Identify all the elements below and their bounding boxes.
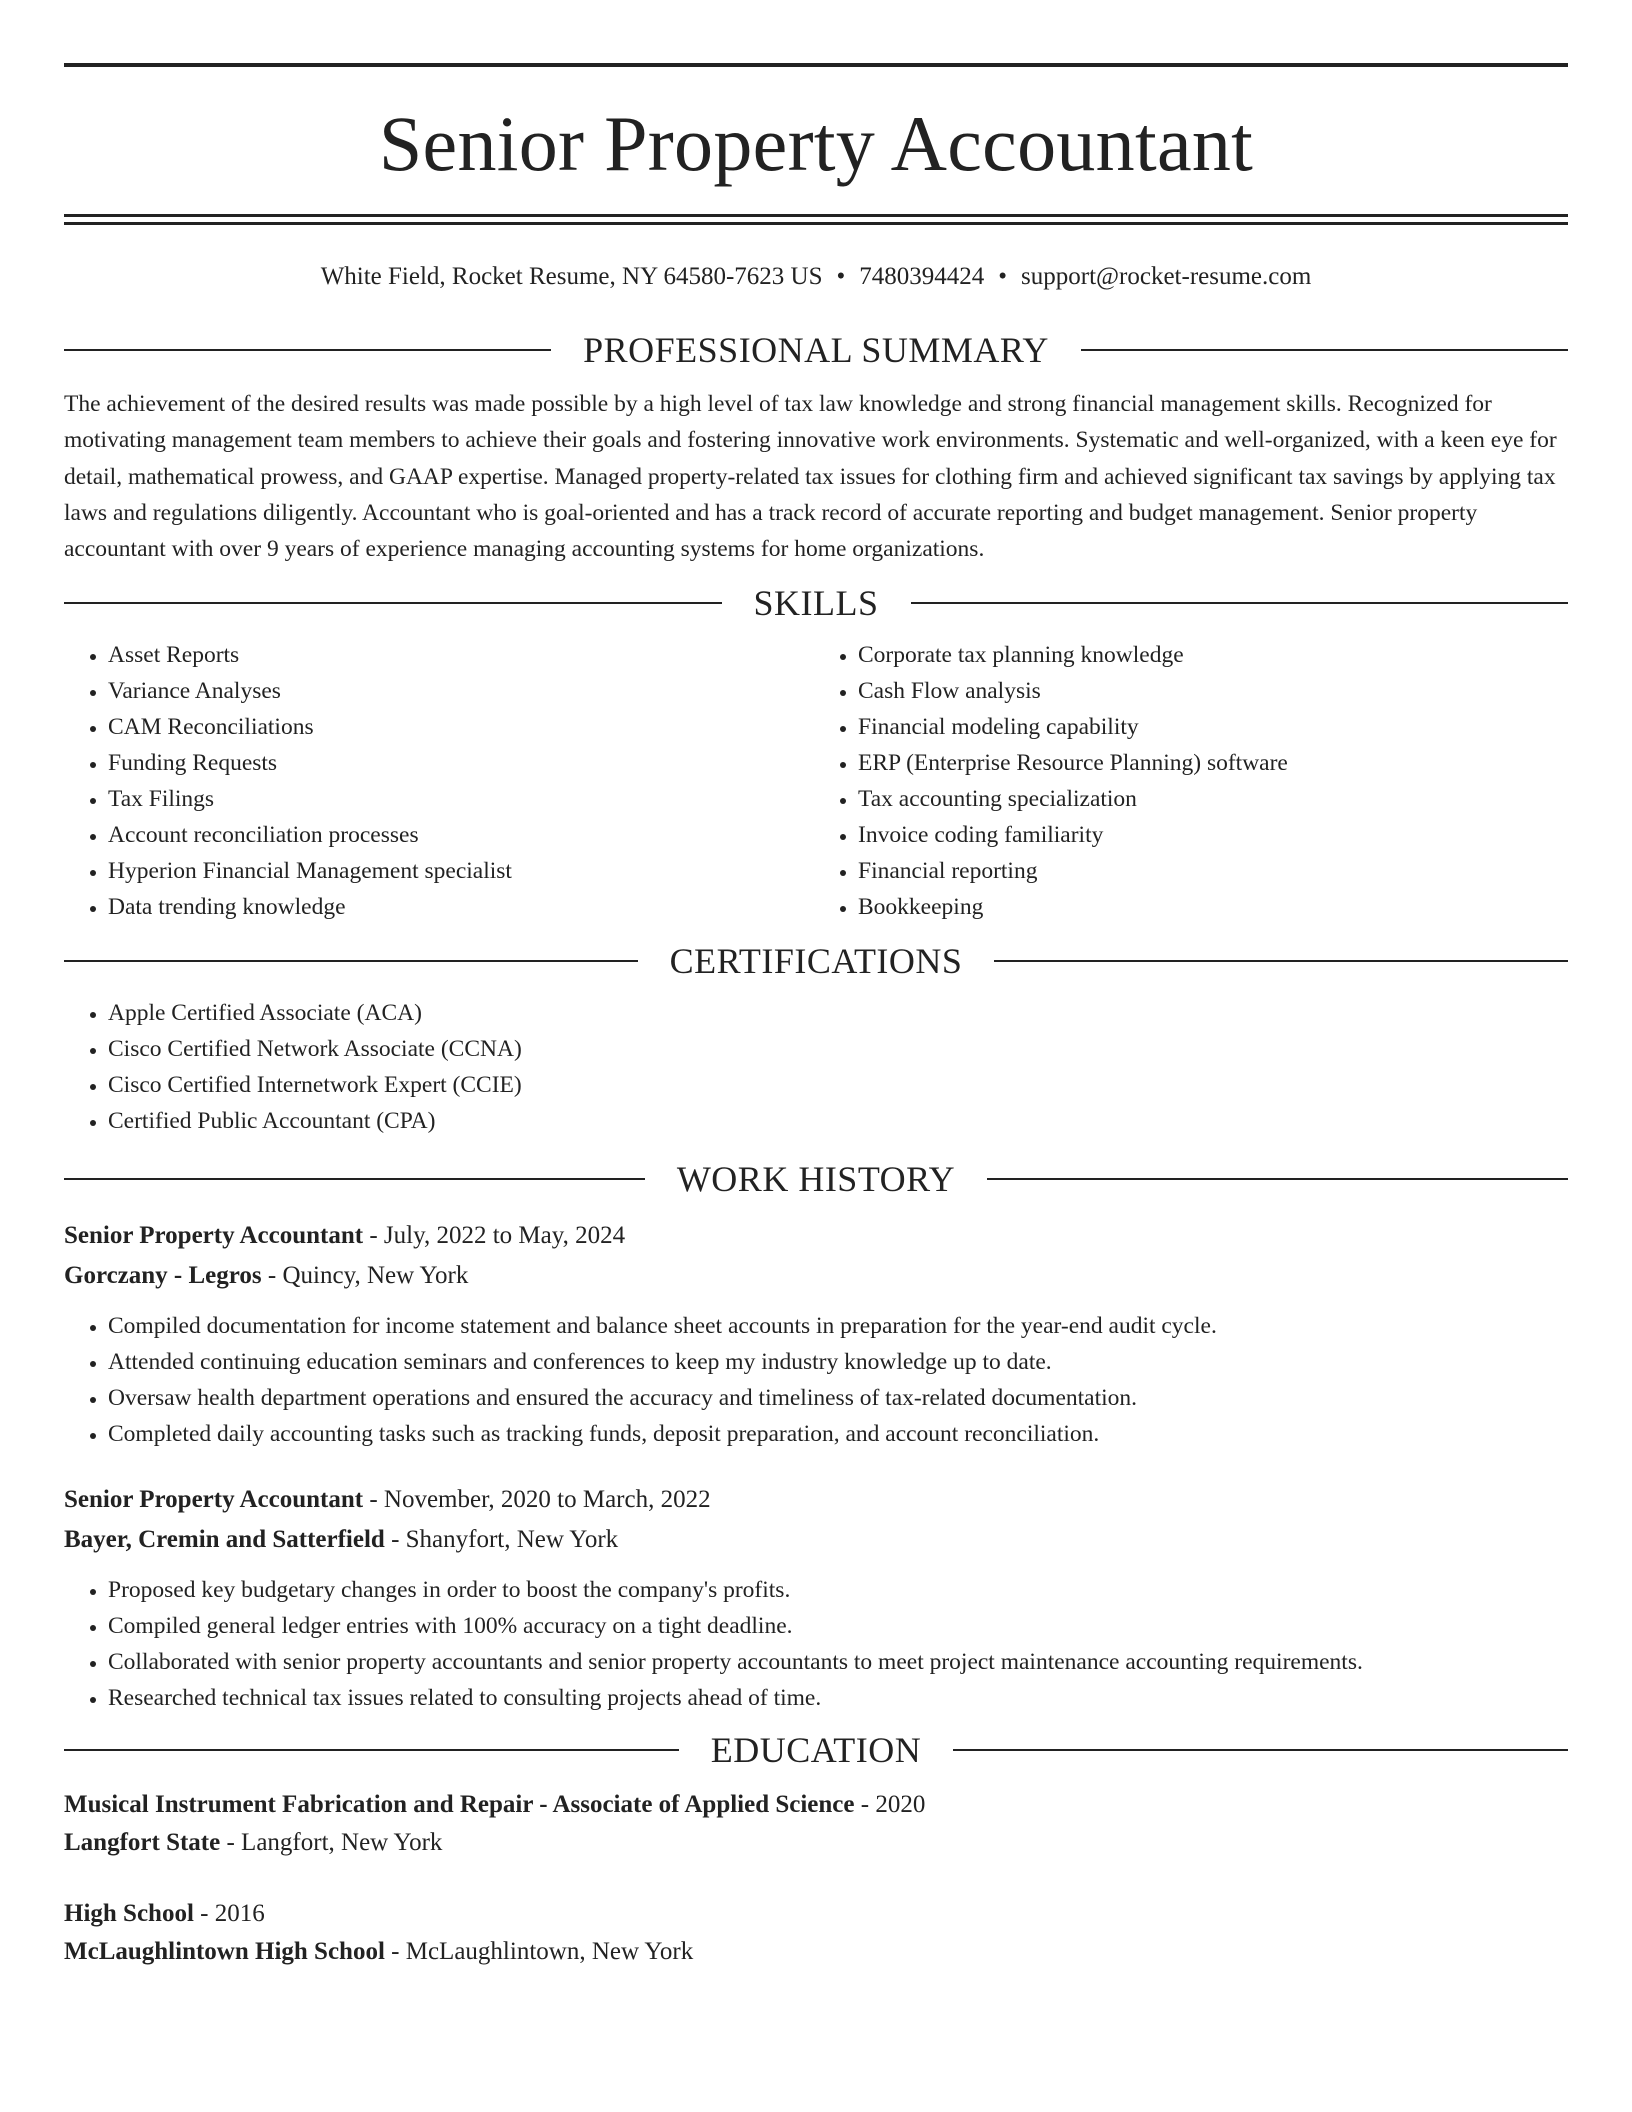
job-location: - Shanyfort, New York (384, 1526, 619, 1554)
certifications-heading (64, 939, 1568, 983)
skill-item: • CAM Reconciliations (108, 709, 816, 745)
education-location: - McLaughlintown, New York (384, 1938, 694, 1966)
job-bullet: • Compiled general ledger entries with 100% accuracy on a tight deadline. (108, 1608, 1568, 1644)
work-heading (64, 1157, 1568, 1201)
skill-item: • ERP (Enterprise Resource Planning) software (858, 745, 1568, 781)
skill-item: • Cash Flow analysis (858, 673, 1568, 709)
job-dates: - July, 2022 to May, 2024 (363, 1222, 626, 1250)
certification-item: • Cisco Certified Network Associate (CCNA) (108, 1031, 1568, 1067)
resume-title: Senior Property Accountant (378, 100, 1254, 187)
heading-rule-right (953, 1749, 1568, 1751)
certifications-list (64, 995, 1568, 1139)
job-bullet: • Attended continuing education seminars and conferences to keep my industry knowledge up to date. (108, 1344, 1568, 1380)
heading-rule-left (64, 1749, 679, 1751)
heading-rule-left (64, 602, 722, 604)
summary-text: The achievement of the desired results was made possible by a high level of tax law knowledge and strong financial management skills. Recognized for motivating management team members to achieve their goals and fostering innovative work environments. Systematic and well-organized, with a keen eye for detail, mathematical prowess, and GAAP expertise. Managed property-related tax issues for clothing firm and achieved significant tax savings by applying tax laws and regulations diligently. Accountant who is goal-oriented and has a track record of accurate reporting and budget management. Senior property accountant with over 9 years of experience managing accounting systems for home organizations. (64, 391, 1557, 563)
skill-item: • Financial modeling capability (858, 709, 1568, 745)
contact-separator: • (998, 263, 1008, 290)
skills-heading (64, 581, 1568, 625)
skill-item: • Tax Filings (108, 781, 816, 817)
job-location: - Quincy, New York (261, 1262, 469, 1290)
job-dates: - November, 2020 to March, 2022 (363, 1486, 711, 1514)
heading-rule-right (987, 1178, 1568, 1180)
skill-item: • Hyperion Financial Management specialist (108, 853, 816, 889)
contact-line (64, 259, 1568, 295)
education-heading (64, 1728, 1568, 1772)
certification-item: • Cisco Certified Internetwork Expert (CCIE) (108, 1067, 1568, 1103)
summary-heading-label: PROFESSIONAL SUMMARY (583, 330, 1049, 370)
heading-rule-left (64, 1178, 645, 1180)
job-bullet: • Completed daily accounting tasks such as tracking funds, deposit preparation, and account reconciliation. (108, 1416, 1568, 1452)
heading-rule-left (64, 960, 638, 962)
job-entry (64, 1216, 1568, 1452)
job-bullet: • Researched technical tax issues related to consulting projects ahead of time. (108, 1680, 1568, 1716)
job-title-line (64, 1216, 1568, 1256)
job-bullet: • Proposed key budgetary changes in order to boost the company's profits. (108, 1572, 1568, 1608)
job-title-line (64, 1480, 1568, 1520)
job-bullet: • Collaborated with senior property accountants and senior property accountants to meet project maintenance accounting requirements. (108, 1644, 1568, 1680)
contact-email[interactable]: support@rocket-resume.com (1021, 263, 1312, 290)
job-company-line (64, 1256, 1568, 1296)
contact-separator: • (836, 263, 846, 290)
education-year: - 2016 (193, 1900, 265, 1928)
heading-rule-right (1081, 349, 1568, 351)
education-heading-label: EDUCATION (710, 1730, 922, 1771)
skill-item: • Asset Reports (108, 637, 816, 673)
skill-item: • Corporate tax planning knowledge (858, 637, 1568, 673)
job-company: Gorczany - Legros (64, 1262, 262, 1290)
job-bullets (64, 1308, 1568, 1452)
certification-item: • Apple Certified Associate (ACA) (108, 995, 1568, 1031)
education-entry (64, 1895, 1568, 1971)
skill-item: • Funding Requests (108, 745, 816, 781)
skill-item: • Tax accounting specialization (858, 781, 1568, 817)
education-school: Langfort State (64, 1829, 221, 1857)
skills-column-left (64, 637, 816, 925)
skill-item: • Financial reporting (858, 853, 1568, 889)
skill-item: • Data trending knowledge (108, 889, 816, 925)
education-school: McLaughlintown High School (64, 1938, 385, 1966)
title-double-rule (64, 214, 1568, 225)
skills-heading-label: SKILLS (753, 583, 879, 624)
contact-phone[interactable]: 7480394424 (859, 263, 985, 290)
skills-grid (64, 637, 1568, 925)
certifications-heading-label: CERTIFICATIONS (669, 941, 963, 982)
education-degree: High School (64, 1900, 194, 1928)
skill-item: • Bookkeeping (858, 889, 1568, 925)
heading-rule-right (911, 602, 1569, 604)
contact-address: White Field, Rocket Resume, NY 64580-7623 US (320, 263, 823, 290)
education-location: - Langfort, New York (220, 1829, 443, 1857)
education-school-line (64, 1933, 1568, 1971)
skill-item: • Account reconciliation processes (108, 817, 816, 853)
education-entry (64, 1786, 1568, 1862)
job-entry (64, 1480, 1568, 1716)
job-bullets (64, 1572, 1568, 1716)
skills-column-right (816, 637, 1568, 925)
skill-item: • Invoice coding familiarity (858, 817, 1568, 853)
job-role: Senior Property Accountant (64, 1486, 364, 1514)
education-degree-line (64, 1786, 1568, 1824)
skill-item: • Variance Analyses (108, 673, 816, 709)
education-school-line (64, 1824, 1568, 1862)
heading-rule-right (994, 960, 1568, 962)
summary-heading (64, 328, 1568, 372)
education-degree-line (64, 1895, 1568, 1933)
certification-item: • Certified Public Accountant (CPA) (108, 1103, 1568, 1139)
job-bullet: • Oversaw health department operations and ensured the accuracy and timeliness of tax-related documentation. (108, 1380, 1568, 1416)
job-bullet: • Compiled documentation for income statement and balance sheet accounts in preparation for the year-end audit cycle. (108, 1308, 1568, 1344)
education-degree: Musical Instrument Fabrication and Repair - Associate of Applied Science (64, 1791, 855, 1819)
education-year: - 2020 (854, 1791, 926, 1819)
job-company-line (64, 1520, 1568, 1560)
job-company: Bayer, Cremin and Satterfield (64, 1526, 385, 1554)
job-role: Senior Property Accountant (64, 1222, 364, 1250)
work-heading-label: WORK HISTORY (676, 1159, 956, 1200)
heading-rule-left (64, 349, 551, 351)
